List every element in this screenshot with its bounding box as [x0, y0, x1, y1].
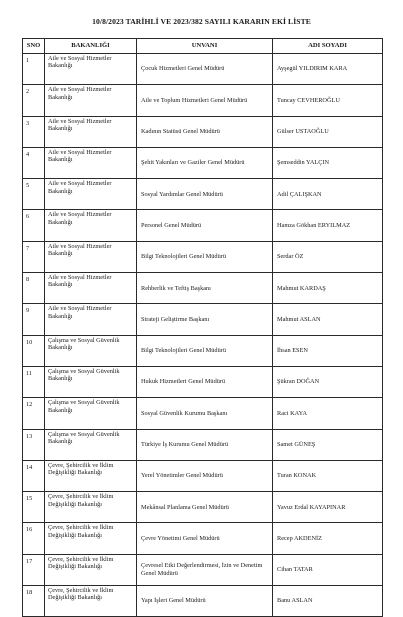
cell-adi: İhsan ESEN — [273, 335, 383, 366]
cell-adi: Adil ÇALIŞKAN — [273, 179, 383, 210]
cell-unvan: Şehit Yakınları ve Gaziler Genel Müdürü — [137, 147, 273, 178]
cell-sno: 4 — [23, 147, 45, 178]
cell-adi: Recep AKDENİZ — [273, 523, 383, 554]
table-body — [23, 54, 383, 617]
document-title: 10/8/2023 TARİHLİ VE 2023/382 SAYILI KARARIN EKİ LİSTE — [92, 17, 311, 26]
cell-adi: Gülser USTAOĞLU — [273, 116, 383, 147]
cell-sno: 2 — [23, 85, 45, 116]
cell-unvan: Çocuk Hizmetleri Genel Müdürü — [137, 54, 273, 85]
cell-sno: 15 — [23, 492, 45, 523]
cell-sno: 1 — [23, 54, 45, 85]
table-row — [23, 179, 383, 210]
table-row — [23, 54, 383, 85]
table-row — [23, 429, 383, 460]
table-row — [23, 554, 383, 585]
table-row — [23, 523, 383, 554]
cell-bakanlik: Aile ve Sosyal Hizmetler Bakanlığı — [45, 210, 137, 241]
cell-bakanlik: Çevre, Şehircilik ve İklim Değişikliği Bakanlığı — [45, 523, 137, 554]
cell-unvan: Yapı İşleri Genel Müdürü — [137, 586, 273, 617]
appointment-table — [22, 38, 383, 617]
header-bakanlik: BAKANLIĞI — [45, 39, 137, 54]
cell-unvan: Hukuk Hizmetleri Genel Müdürü — [137, 366, 273, 397]
table-row — [23, 492, 383, 523]
table-row — [23, 273, 383, 304]
cell-sno: 9 — [23, 304, 45, 335]
cell-bakanlik: Aile ve Sosyal Hizmetler Bakanlığı — [45, 147, 137, 178]
cell-sno: 12 — [23, 398, 45, 429]
cell-unvan: Mekânsal Planlama Genel Müdürü — [137, 492, 273, 523]
cell-bakanlik: Çevre, Şehircilik ve İklim Değişikliği Bakanlığı — [45, 492, 137, 523]
cell-unvan: Strateji Geliştirme Başkanı — [137, 304, 273, 335]
cell-adi: Şükran DOĞAN — [273, 366, 383, 397]
cell-unvan: Kadının Statüsü Genel Müdürü — [137, 116, 273, 147]
cell-sno: 6 — [23, 210, 45, 241]
cell-sno: 18 — [23, 586, 45, 617]
cell-unvan: Aile ve Toplum Hizmetleri Genel Müdürü — [137, 85, 273, 116]
cell-sno: 13 — [23, 429, 45, 460]
cell-sno: 14 — [23, 460, 45, 491]
table-row — [23, 304, 383, 335]
header-unvan: UNVANI — [137, 39, 273, 54]
table-row — [23, 366, 383, 397]
cell-unvan: Rehberlik ve Teftiş Başkanı — [137, 273, 273, 304]
cell-sno: 7 — [23, 241, 45, 272]
cell-adi: Raci KAYA — [273, 398, 383, 429]
table-row — [23, 398, 383, 429]
cell-unvan: Sosyal Yardımlar Genel Müdürü — [137, 179, 273, 210]
cell-bakanlik: Aile ve Sosyal Hizmetler Bakanlığı — [45, 116, 137, 147]
cell-sno: 11 — [23, 366, 45, 397]
cell-bakanlik: Çalışma ve Sosyal Güvenlik Bakanlığı — [45, 429, 137, 460]
table-header-row — [23, 39, 383, 54]
cell-adi: Tuncay CEVHEROĞLU — [273, 85, 383, 116]
cell-unvan: Personel Genel Müdürü — [137, 210, 273, 241]
cell-adi: Banu ASLAN — [273, 586, 383, 617]
cell-sno: 8 — [23, 273, 45, 304]
cell-unvan: Türkiye İş Kurumu Genel Müdürü — [137, 429, 273, 460]
cell-adi: Cihan TATAR — [273, 554, 383, 585]
cell-bakanlik: Aile ve Sosyal Hizmetler Bakanlığı — [45, 241, 137, 272]
cell-unvan: Bilgi Teknolojileri Genel Müdürü — [137, 335, 273, 366]
cell-adi: Şemseddin YALÇIN — [273, 147, 383, 178]
cell-adi: Samet GÜNEŞ — [273, 429, 383, 460]
cell-sno: 17 — [23, 554, 45, 585]
header-adi-soyadi: ADI SOYADI — [273, 39, 383, 54]
cell-adi: Mahmut ASLAN — [273, 304, 383, 335]
cell-sno: 10 — [23, 335, 45, 366]
cell-adi: Turan KONAK — [273, 460, 383, 491]
cell-adi: Mahmut KARDAŞ — [273, 273, 383, 304]
cell-adi: Serdar ÖZ — [273, 241, 383, 272]
table-row — [23, 241, 383, 272]
cell-bakanlik: Çalışma ve Sosyal Güvenlik Bakanlığı — [45, 335, 137, 366]
cell-unvan: Yerel Yönetimler Genel Müdürü — [137, 460, 273, 491]
cell-bakanlik: Çevre, Şehircilik ve İklim Değişikliği Bakanlığı — [45, 586, 137, 617]
cell-adi: Yavuz Erdal KAYAPINAR — [273, 492, 383, 523]
header-sno: SNO — [23, 39, 45, 54]
cell-bakanlik: Çevre, Şehircilik ve İklim Değişikliği Bakanlığı — [45, 554, 137, 585]
cell-unvan: Çevre Yönetimi Genel Müdürü — [137, 523, 273, 554]
table-row — [23, 116, 383, 147]
cell-unvan: Sosyal Güvenlik Kurumu Başkanı — [137, 398, 273, 429]
table-row — [23, 147, 383, 178]
cell-bakanlik: Çalışma ve Sosyal Güvenlik Bakanlığı — [45, 398, 137, 429]
cell-sno: 5 — [23, 179, 45, 210]
cell-bakanlik: Aile ve Sosyal Hizmetler Bakanlığı — [45, 85, 137, 116]
table-row — [23, 85, 383, 116]
cell-unvan: Çevresel Etki Değerlendirmesi, İzin ve Denetim Genel Müdürü — [137, 554, 273, 585]
cell-bakanlik: Aile ve Sosyal Hizmetler Bakanlığı — [45, 304, 137, 335]
table-row — [23, 586, 383, 617]
table-row — [23, 335, 383, 366]
cell-bakanlik: Aile ve Sosyal Hizmetler Bakanlığı — [45, 179, 137, 210]
cell-sno: 16 — [23, 523, 45, 554]
cell-adi: Hamza Gökhan ERYILMAZ — [273, 210, 383, 241]
table-row — [23, 210, 383, 241]
cell-adi: Ayşegül YILDIRIM KARA — [273, 54, 383, 85]
cell-sno: 3 — [23, 116, 45, 147]
cell-unvan: Bilgi Teknolojileri Genel Müdürü — [137, 241, 273, 272]
cell-bakanlik: Aile ve Sosyal Hizmetler Bakanlığı — [45, 54, 137, 85]
cell-bakanlik: Çalışma ve Sosyal Güvenlik Bakanlığı — [45, 366, 137, 397]
cell-bakanlik: Aile ve Sosyal Hizmetler Bakanlığı — [45, 273, 137, 304]
table-row — [23, 460, 383, 491]
cell-bakanlik: Çevre, Şehircilik ve İklim Değişikliği Bakanlığı — [45, 460, 137, 491]
